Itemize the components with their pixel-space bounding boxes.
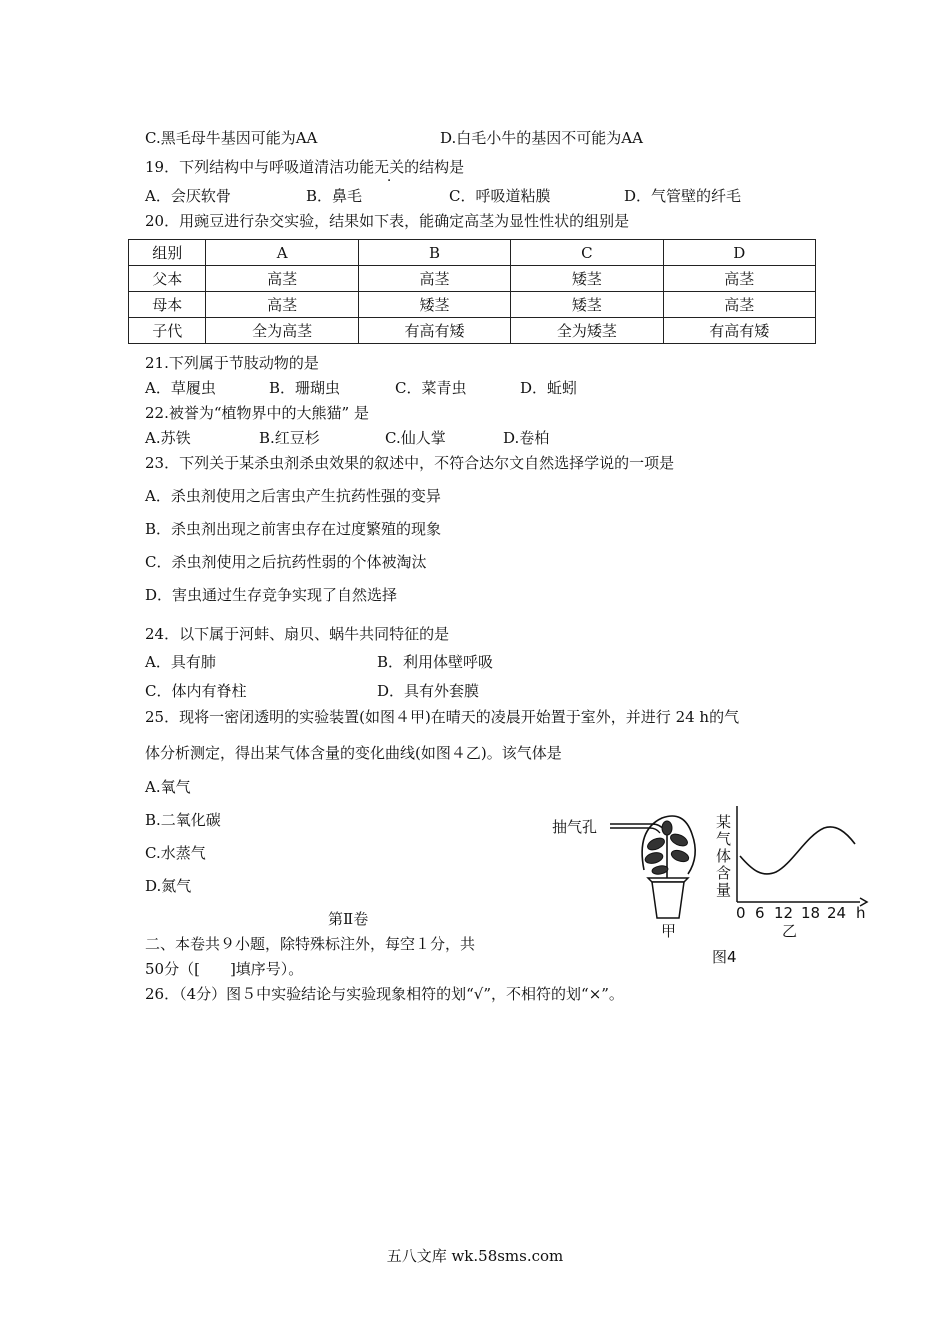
- q22-option-b: B.红豆杉: [259, 429, 320, 447]
- table-cell: 有高有矮: [358, 318, 510, 344]
- q25-option-a: A.氧气: [145, 778, 191, 796]
- q26-stem: 26．（4分）图５中实验结论与实验现象相符的划“√”，不相符的划“×”。: [145, 985, 624, 1003]
- x-tick-label: 12: [774, 904, 794, 922]
- q19-stem-after: 的结构是: [404, 158, 465, 176]
- q19-option-a: A．会厌软骨: [145, 187, 231, 205]
- table-row: [129, 318, 816, 344]
- pump-hole-label: 抽气孔: [552, 818, 598, 836]
- figure-4: [552, 800, 874, 968]
- table-cell: 高茎: [206, 266, 358, 292]
- table-cell: B: [358, 240, 510, 266]
- q23-option-d: D．害虫通过生存竞争实现了自然选择: [145, 586, 398, 604]
- y-axis-label-char: 量: [716, 881, 732, 899]
- y-axis-label-char: 体: [716, 847, 732, 865]
- table-cell: 父本: [129, 266, 206, 292]
- q24-stem: 24．以下属于河蚌、扇贝、蜗牛共同特征的是: [145, 625, 450, 643]
- table-cell: D: [663, 240, 815, 266]
- flower-pot: [652, 882, 684, 918]
- table-row: [129, 292, 816, 318]
- q25-stem-line2: 体分析测定，得出某气体含量的变化曲线(如图４乙)。该气体是: [145, 744, 562, 762]
- table-cell: C: [511, 240, 663, 266]
- q19-option-d: D．气管壁的纤毛: [624, 187, 742, 205]
- y-axis-label-char: 含: [716, 864, 732, 882]
- x-tick-label: 0: [736, 904, 746, 922]
- x-unit-label: h: [856, 904, 866, 922]
- section-intro-line2: 50分（[ ]填序号）。: [145, 960, 304, 978]
- table-cell: 矮茎: [511, 292, 663, 318]
- page-footer: 五八文库 wk.58sms.com: [386, 1247, 564, 1265]
- figure-4-drawing: [552, 800, 874, 968]
- q25-stem-line1: 25．现将一密闭透明的实验装置(如图４甲)在晴天的凌晨开始置于室外，并进行 24 h的气: [145, 708, 740, 726]
- q23-option-a: A．杀虫剂使用之后害虫产生抗药性强的变异: [145, 487, 441, 505]
- q24-option-a: A．具有肺: [145, 653, 216, 671]
- table-cell: 全为高茎: [206, 318, 358, 344]
- gas-curve: [740, 827, 855, 874]
- q20-table: [128, 239, 816, 344]
- table-cell: 高茎: [206, 292, 358, 318]
- air-tube-inner: [610, 828, 660, 833]
- table-cell: 子代: [129, 318, 206, 344]
- q25-option-b: B.二氧化碳: [145, 811, 221, 829]
- q18-option-d: D.白毛小牛的基因不可能为AA: [440, 129, 643, 147]
- x-tick-label: 6: [755, 904, 765, 922]
- q22-option-d: D.卷柏: [503, 429, 550, 447]
- y-axis-label-char: 某: [716, 813, 732, 831]
- y-axis-label: [716, 814, 732, 899]
- plant-icon: [644, 821, 690, 880]
- q19-option-b: B．鼻毛: [306, 187, 363, 205]
- q23-option-b: B．杀虫剂出现之前害虫存在过度繁殖的现象: [145, 520, 442, 538]
- q20-stem: 20．用豌豆进行杂交实验，结果如下表，能确定高茎为显性性状的组别是: [145, 212, 630, 230]
- table-cell: 矮茎: [358, 292, 510, 318]
- q24-option-d: D．具有外套膜: [377, 682, 480, 700]
- q22-option-a: A.苏铁: [145, 429, 191, 447]
- q19-option-c: C．呼吸道粘膜: [449, 187, 551, 205]
- subfigure-jia-label: 甲: [661, 922, 677, 940]
- subfigure-yi-label: 乙: [782, 922, 798, 940]
- table-cell: 母本: [129, 292, 206, 318]
- x-tick-label: 24: [827, 904, 847, 922]
- q23-stem: 23．下列关于某杀虫剂杀虫效果的叙述中，不符合达尔文自然选择学说的一项是: [145, 454, 675, 472]
- table-cell: 组别: [129, 240, 206, 266]
- y-axis-label-char: 气: [716, 830, 732, 848]
- q18-option-c: C.黑毛母牛基因可能为AA: [145, 129, 318, 147]
- table-cell: 高茎: [663, 266, 815, 292]
- section-title: 第Ⅱ卷: [328, 910, 369, 928]
- q25-option-d: D.氮气: [145, 877, 192, 895]
- table-cell: 全为矮茎: [511, 318, 663, 344]
- table-cell: A: [206, 240, 358, 266]
- q19-stem: [145, 157, 464, 177]
- table-cell: 有高有矮: [663, 318, 815, 344]
- table-row: [129, 266, 816, 292]
- table-cell: 高茎: [358, 266, 510, 292]
- q21-option-c: C．菜青虫: [395, 379, 467, 397]
- section-intro-line1: 二、本卷共９小题，除特殊标注外，每空１分，共: [145, 935, 476, 953]
- table-cell: 高茎: [663, 292, 815, 318]
- q21-stem: 21.下列属于节肢动物的是: [145, 354, 319, 372]
- table-header-row: [129, 240, 816, 266]
- q22-stem: 22.被誉为“植物界中的大熊猫” 是: [145, 404, 369, 422]
- q22-option-c: C.仙人掌: [385, 429, 446, 447]
- q21-option-b: B．珊瑚虫: [269, 379, 341, 397]
- q25-option-c: C.水蒸气: [145, 844, 206, 862]
- figure-caption: 图4: [712, 948, 737, 966]
- q24-option-b: B．利用体壁呼吸: [377, 653, 494, 671]
- q21-option-d: D．蚯蚓: [520, 379, 578, 397]
- x-tick-label: 18: [801, 904, 821, 922]
- q21-option-a: A．草履虫: [145, 379, 216, 397]
- q23-option-c: C．杀虫剂使用之后抗药性弱的个体被淘汰: [145, 553, 427, 571]
- q19-stem-before: 19．下列结构中与呼吸道清洁功能: [145, 158, 375, 176]
- q24-option-c: C．体内有脊柱: [145, 682, 247, 700]
- q19-stem-emphasis: 无关: [374, 158, 405, 176]
- table-cell: 矮茎: [511, 266, 663, 292]
